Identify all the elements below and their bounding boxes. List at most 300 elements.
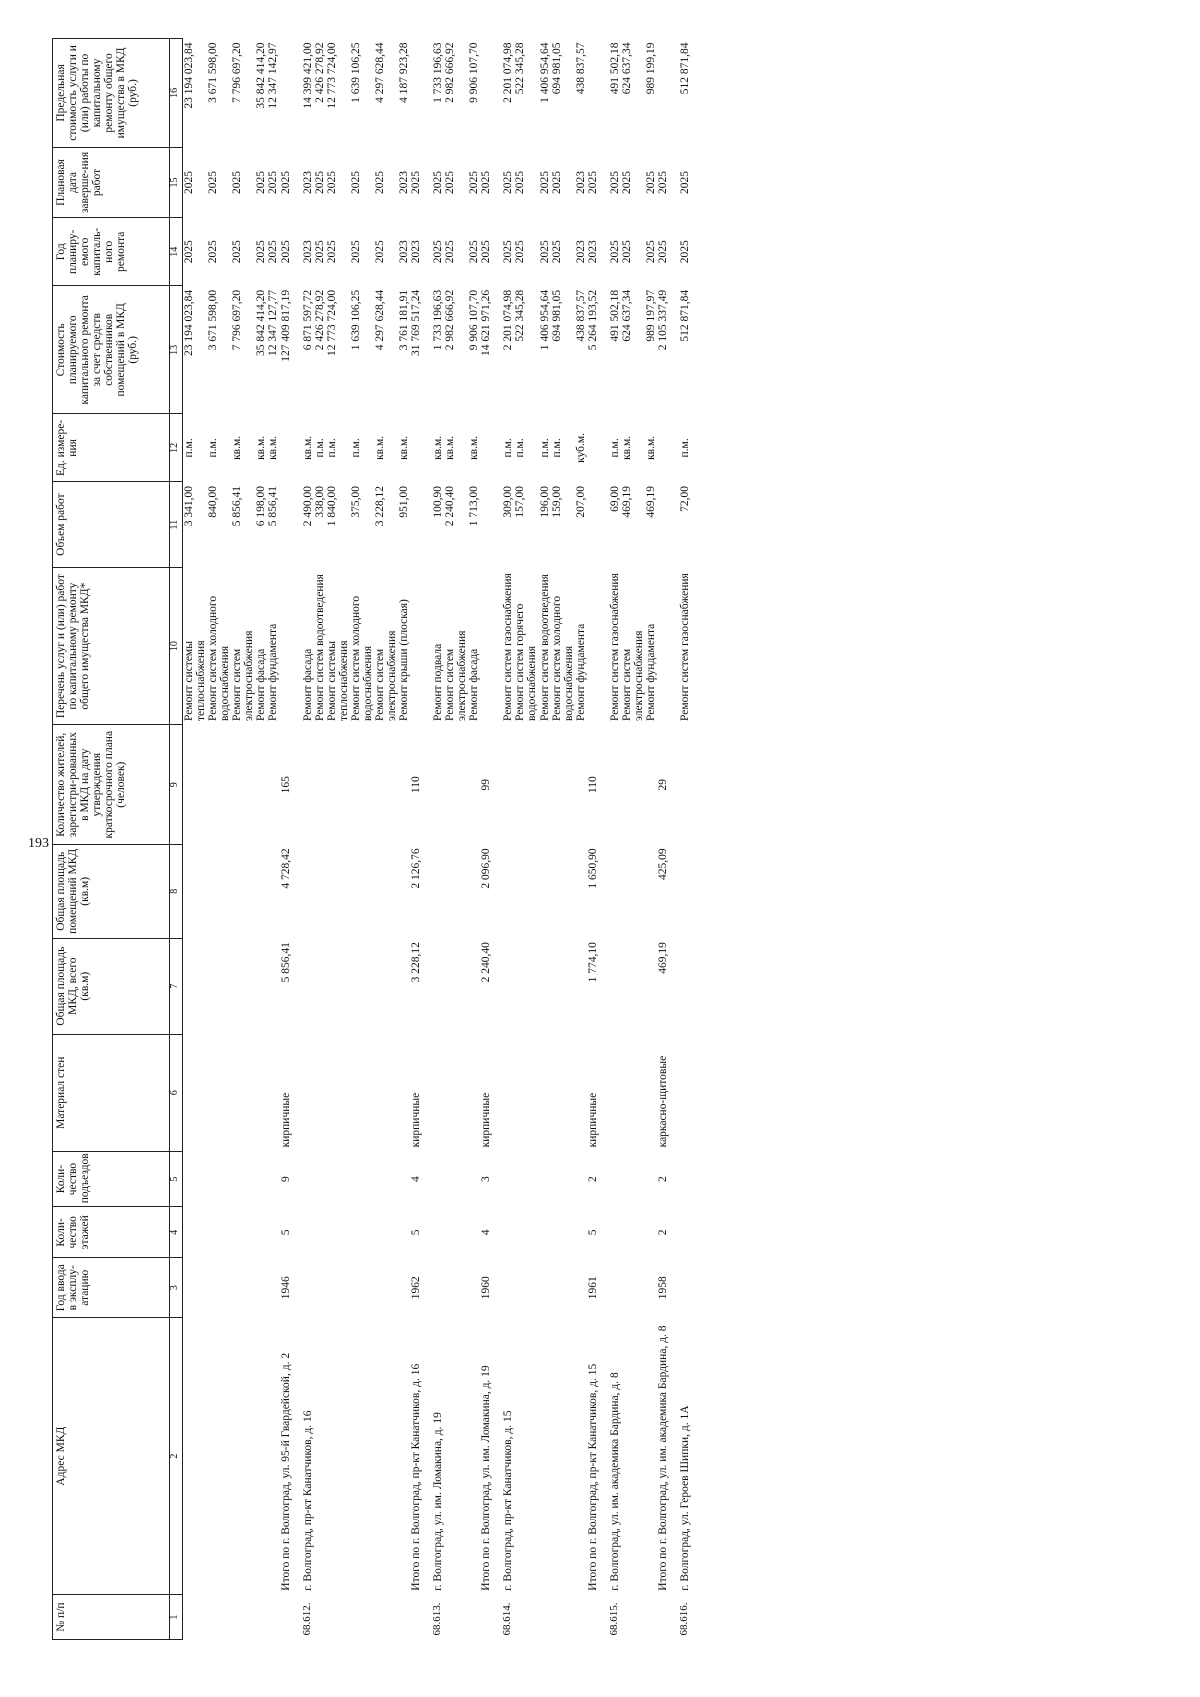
- cell-residents: 165: [279, 776, 292, 794]
- cell-floors: [575, 1207, 587, 1258]
- cell-end-year: 2025: [586, 171, 599, 194]
- cell-address: Итого по г. Волгоград, ул. 95-й Гвардейской, д. 2: [279, 1352, 292, 1591]
- cell-cost: 512 871,84: [679, 289, 691, 342]
- cell-limit-cost: 2 201 074,98: [502, 42, 515, 103]
- cell-material: кирпичные: [586, 1092, 599, 1148]
- cell-limit-cost: 23 194 023,84: [183, 42, 195, 109]
- cell-floors: [539, 1207, 551, 1258]
- cell-material: [621, 1034, 645, 1151]
- cell-address: Итого по г. Волгоград, ул. им. академика Бардина, д. 8: [657, 1325, 669, 1591]
- cell-no: [326, 1595, 350, 1640]
- table-row: [432, 39, 444, 1640]
- cell-end-year: 2025: [279, 171, 292, 194]
- cell-no: 68.613.: [431, 1602, 444, 1636]
- cell-area-premises: [398, 844, 410, 938]
- cell-entrances: [432, 1151, 444, 1206]
- cell-year: [231, 1258, 255, 1318]
- cell-no: [468, 1595, 480, 1640]
- cell-entrances: [468, 1151, 480, 1206]
- cell-end-year: 2025: [231, 171, 244, 194]
- cell-address: [374, 1318, 398, 1595]
- cell-floors: [183, 1207, 208, 1258]
- cell-plan-year: 2025: [279, 240, 292, 264]
- cell-work: [480, 567, 502, 725]
- cell-year: [575, 1258, 587, 1318]
- cell-unit: кв.м.: [644, 435, 657, 460]
- cell-area-total: [326, 938, 350, 1034]
- cell-area-total: [350, 938, 374, 1034]
- cell-floors: [374, 1207, 398, 1258]
- cell-unit: п.м.: [502, 438, 515, 458]
- cell-material: [432, 1034, 444, 1151]
- cell-year: [374, 1258, 398, 1318]
- cell-cost: 3 761 181,91: [398, 289, 410, 351]
- cell-limit-cost: 4 187 923,28: [398, 42, 410, 103]
- cell-year: [350, 1258, 374, 1318]
- cell-residents: [432, 725, 444, 844]
- cell-residents: [267, 725, 279, 844]
- cell-plan-year: 2025: [480, 240, 493, 264]
- cell-cost: 694 981,05: [550, 289, 563, 342]
- cell-year: [207, 1258, 231, 1318]
- cell-end-year: 2025: [410, 171, 423, 194]
- column-number: 1: [170, 1595, 183, 1640]
- cell-plan-year: 2025: [432, 240, 445, 264]
- cell-material: [444, 1034, 468, 1151]
- cell-address: Итого по г. Волгоград, ул. им. Ломакина, д. 19: [480, 1365, 493, 1591]
- cell-work: Ремонт систем холодного водоснабжения: [349, 595, 374, 721]
- cell-limit-cost: 491 502,18: [608, 42, 621, 95]
- cell-address: г. Волгоград, ул. им. Ломакина, д. 19: [432, 1412, 445, 1591]
- cell-plan-year: 2025: [550, 240, 563, 264]
- cell-entrances: [679, 1151, 697, 1206]
- cell-year: [267, 1258, 279, 1318]
- cell-address: [514, 1318, 538, 1595]
- cell-entrances: 2: [586, 1176, 599, 1182]
- table-row: [679, 39, 697, 1640]
- cell-end-year: 2025: [620, 171, 633, 194]
- cell-floors: [502, 1207, 514, 1258]
- cell-address: [255, 1318, 267, 1595]
- column-number: 7: [170, 938, 183, 1034]
- table-row: [350, 39, 374, 1640]
- cell-area-premises: 425,09: [657, 848, 669, 880]
- cell-entrances: 3: [480, 1176, 493, 1182]
- cell-area-total: [231, 938, 255, 1034]
- cell-unit: п.м.: [207, 438, 220, 458]
- cell-residents: [551, 725, 575, 844]
- cell-work: Ремонт систем холодного водоснабжения: [550, 595, 575, 721]
- table-row: [514, 39, 538, 1640]
- cell-limit-cost: [587, 39, 609, 148]
- cell-end-year: 2025: [313, 171, 326, 194]
- cell-area-total: [502, 938, 514, 1034]
- cell-residents: [539, 725, 551, 844]
- cell-area-total: [551, 938, 575, 1034]
- cell-area-total: [609, 938, 621, 1034]
- cell-area-premises: [183, 844, 208, 938]
- cell-no: [657, 1595, 679, 1640]
- cell-residents: [326, 725, 350, 844]
- cell-volume: [587, 482, 609, 567]
- cell-cost: 6 871 597,72: [301, 289, 314, 351]
- cell-unit: кв.м.: [398, 435, 410, 460]
- cell-work: Ремонт фасада: [301, 648, 314, 721]
- cell-limit-cost: [657, 39, 679, 148]
- cell-unit: [587, 414, 609, 482]
- cell-plan-year: 2025: [349, 240, 362, 264]
- column-header: Ед. измере-ния: [53, 414, 170, 482]
- cell-address: г. Волгоград, пр-кт Канатчиков, д. 15: [502, 1410, 515, 1591]
- cell-area-premises: [679, 844, 697, 938]
- cell-work: [410, 567, 432, 725]
- cell-cost: 624 637,34: [620, 289, 633, 342]
- table-row: [255, 39, 267, 1640]
- cell-plan-year: 2025: [207, 240, 220, 264]
- cell-year: 1961: [586, 1276, 599, 1300]
- total-row: [657, 39, 679, 1640]
- cell-unit: п.м.: [313, 438, 326, 458]
- cell-residents: [609, 725, 621, 844]
- cell-no: [575, 1595, 587, 1640]
- cell-end-year: 2025: [183, 171, 195, 194]
- cell-no: [480, 1595, 502, 1640]
- column-header: Коли-чество подъездов: [53, 1151, 170, 1206]
- column-header: Перечень услуг и (или) работ по капитальному ремонту общего имущества МКД*: [53, 567, 170, 725]
- cell-material: [539, 1034, 551, 1151]
- cell-work: [657, 567, 679, 725]
- cell-cost: 12 347 127,77: [267, 289, 280, 356]
- cell-end-year: 2025: [502, 171, 515, 194]
- cell-work: Ремонт фасада: [468, 648, 481, 721]
- cell-end-year: 2025: [373, 171, 386, 194]
- cell-volume: 100,90: [432, 485, 445, 518]
- cell-floors: 5: [279, 1229, 292, 1236]
- column-number: 14: [170, 218, 183, 286]
- cell-entrances: [267, 1151, 279, 1206]
- cell-cost: 491 502,18: [608, 289, 621, 342]
- cell-limit-cost: [410, 39, 432, 148]
- cell-entrances: [374, 1151, 398, 1206]
- cell-entrances: [502, 1151, 514, 1206]
- cell-address: [350, 1318, 374, 1595]
- cell-limit-cost: 522 345,28: [514, 42, 527, 95]
- cell-area-premises: [575, 844, 587, 938]
- cell-area-premises: [432, 844, 444, 938]
- cell-no: [350, 1595, 374, 1640]
- cell-area-premises: [514, 844, 538, 938]
- cell-volume: 840,00: [207, 485, 220, 518]
- column-number: 10: [170, 567, 183, 725]
- cell-address: [539, 1318, 551, 1595]
- cell-unit: п.м.: [183, 438, 195, 458]
- cell-area-total: [374, 938, 398, 1034]
- cell-unit: п.м.: [679, 438, 691, 458]
- cell-no: 68.612.: [300, 1602, 313, 1636]
- cell-year: [326, 1258, 350, 1318]
- cell-cost: 9 906 107,70: [468, 289, 481, 351]
- cell-work: Ремонт систем электроснабжения: [620, 630, 645, 721]
- cell-end-year: 2023: [574, 171, 587, 194]
- column-number: 15: [170, 147, 183, 217]
- cell-floors: [468, 1207, 480, 1258]
- cell-cost: 989 197,97: [644, 289, 657, 342]
- cell-area-premises: 2 096,90: [480, 848, 493, 889]
- cell-floors: [231, 1207, 255, 1258]
- cell-area-premises: [502, 844, 514, 938]
- column-header: Объем работ: [53, 482, 170, 567]
- cell-limit-cost: 12 773 724,00: [325, 42, 338, 109]
- cell-residents: [350, 725, 374, 844]
- cell-material: [514, 1034, 538, 1151]
- column-number: 6: [170, 1034, 183, 1151]
- cell-entrances: [302, 1151, 314, 1206]
- cell-plan-year: 2025: [231, 240, 244, 264]
- cell-volume: [657, 482, 679, 567]
- table-row: [609, 39, 621, 1640]
- cell-area-premises: [374, 844, 398, 938]
- cell-entrances: 4: [410, 1176, 423, 1182]
- cell-area-premises: [314, 844, 326, 938]
- cell-residents: [514, 725, 538, 844]
- cell-work: Ремонт фундамента: [574, 623, 587, 721]
- column-header: Предельная стоимость услуги и (или) работы по капитальному ремонту общего имущества в МКД (руб.): [53, 39, 170, 148]
- cell-unit: кв.м.: [444, 435, 457, 460]
- cell-plan-year: 2025: [325, 240, 338, 264]
- cell-unit: кв.м.: [267, 435, 280, 460]
- cell-plan-year: 2025: [514, 240, 527, 264]
- cell-volume: 338,00: [313, 485, 326, 518]
- cell-cost: 2 426 278,92: [313, 289, 326, 351]
- cell-address: [267, 1318, 279, 1595]
- cell-area-total: 5 856,41: [279, 942, 292, 983]
- cell-cost: 7 796 697,20: [231, 289, 244, 351]
- cell-cost: 2 982 666,92: [444, 289, 457, 351]
- cell-year: [609, 1258, 621, 1318]
- cell-residents: [183, 725, 208, 844]
- column-number: 8: [170, 844, 183, 938]
- cell-area-total: [621, 938, 645, 1034]
- cell-year: [679, 1258, 697, 1318]
- cell-year: 1962: [410, 1276, 423, 1300]
- cell-limit-cost: 2 426 278,92: [313, 42, 326, 103]
- table-row: [302, 39, 314, 1640]
- cell-entrances: [551, 1151, 575, 1206]
- cell-entrances: [539, 1151, 551, 1206]
- cell-material: [302, 1034, 314, 1151]
- cell-work: Ремонт фундамента: [267, 623, 280, 721]
- cell-end-year: 2025: [349, 171, 362, 194]
- cell-area-premises: [551, 844, 575, 938]
- cell-entrances: [514, 1151, 538, 1206]
- cell-residents: [444, 725, 468, 844]
- column-number: 9: [170, 725, 183, 844]
- cell-no: [621, 1595, 645, 1640]
- cell-residents: [468, 725, 480, 844]
- cell-limit-cost: 624 637,34: [620, 42, 633, 95]
- cell-entrances: [207, 1151, 231, 1206]
- cell-year: [551, 1258, 575, 1318]
- cell-material: [645, 1034, 657, 1151]
- cell-no: 68.614.: [501, 1602, 514, 1636]
- cell-volume: 207,00: [574, 485, 587, 518]
- cell-work: Ремонт фасада: [255, 648, 268, 721]
- cell-year: [302, 1258, 314, 1318]
- cell-limit-cost: 512 871,84: [679, 42, 691, 95]
- column-number-row: [170, 39, 183, 1640]
- cell-end-year: 2023: [301, 171, 314, 194]
- cell-cost: 522 345,28: [514, 289, 527, 342]
- cell-year: [183, 1258, 208, 1318]
- cell-work: Ремонт систем газоснабжения: [679, 573, 691, 721]
- cell-area-total: [314, 938, 326, 1034]
- cell-floors: [398, 1207, 410, 1258]
- cell-area-total: [183, 938, 208, 1034]
- cell-unit: п.м.: [608, 438, 621, 458]
- cell-work: Ремонт систем электроснабжения: [444, 630, 469, 721]
- cell-no: [183, 1595, 208, 1640]
- cell-address: [645, 1318, 657, 1595]
- cell-volume: 159,00: [550, 485, 563, 518]
- cell-year: [539, 1258, 551, 1318]
- cell-work: [587, 567, 609, 725]
- cell-limit-cost: 7 796 697,20: [231, 42, 244, 103]
- total-row: [480, 39, 502, 1640]
- cell-entrances: [314, 1151, 326, 1206]
- cell-plan-year: 2025: [255, 240, 268, 264]
- table-row: [267, 39, 279, 1640]
- cell-floors: [207, 1207, 231, 1258]
- cell-volume: 196,00: [538, 485, 551, 518]
- cell-volume: 375,00: [349, 485, 362, 518]
- cell-limit-cost: 1 406 954,64: [538, 42, 551, 103]
- cell-floors: [444, 1207, 468, 1258]
- cell-limit-cost: 989 199,19: [644, 42, 657, 95]
- cell-plan-year: 2025: [313, 240, 326, 264]
- cell-volume: 3 341,00: [183, 485, 195, 527]
- cell-cost: 3 671 598,00: [207, 289, 220, 351]
- column-header: Год ввода в эксплу-атацию: [53, 1258, 170, 1318]
- column-header: Плановая дата заверше-ния работ: [53, 147, 170, 217]
- cell-no: [551, 1595, 575, 1640]
- cell-floors: 4: [480, 1229, 493, 1236]
- table-row: [645, 39, 657, 1640]
- table-row: [207, 39, 231, 1640]
- cell-end-year: 2025: [255, 171, 268, 194]
- cell-cost: 23 194 023,84: [183, 289, 195, 356]
- column-header: № п/п: [53, 1595, 170, 1640]
- table-row: [621, 39, 645, 1640]
- cell-year: [314, 1258, 326, 1318]
- cell-no: 68.616.: [678, 1602, 690, 1636]
- cell-material: [609, 1034, 621, 1151]
- cell-material: [314, 1034, 326, 1151]
- cell-address: [621, 1318, 645, 1595]
- rotated-table-container: [52, 38, 1156, 1640]
- column-header: Материал стен: [53, 1034, 170, 1151]
- cell-unit: [280, 414, 302, 482]
- table-row: [314, 39, 326, 1640]
- cell-limit-cost: 14 399 421,00: [301, 42, 314, 109]
- cell-volume: 951,00: [398, 485, 410, 518]
- cell-entrances: [255, 1151, 267, 1206]
- cell-volume: 72,00: [679, 485, 691, 512]
- cell-material: [267, 1034, 279, 1151]
- cell-cost: 1 406 954,64: [538, 289, 551, 351]
- cell-unit: п.м.: [325, 438, 338, 458]
- cell-cost: 5 264 193,52: [586, 289, 599, 351]
- cell-address: [444, 1318, 468, 1595]
- column-number: 12: [170, 414, 183, 482]
- cell-unit: п.м.: [550, 438, 563, 458]
- cell-area-total: 2 240,40: [480, 942, 493, 983]
- cell-volume: 69,00: [608, 485, 621, 512]
- cell-volume: 5 856,41: [231, 485, 244, 527]
- cell-address: Итого по г. Волгоград, пр-кт Канатчиков, д. 15: [586, 1363, 599, 1591]
- cell-floors: 5: [586, 1229, 599, 1236]
- cell-address: [468, 1318, 480, 1595]
- cell-area-premises: [539, 844, 551, 938]
- cell-residents: 110: [586, 776, 599, 794]
- cell-floors: [267, 1207, 279, 1258]
- cell-unit: кв.м.: [373, 435, 386, 460]
- cell-area-total: 1 774,10: [586, 942, 599, 983]
- cell-address: г. Волгоград, пр-кт Канатчиков, д. 16: [301, 1410, 314, 1591]
- cell-floors: [551, 1207, 575, 1258]
- table-row: [326, 39, 350, 1640]
- cell-residents: [645, 725, 657, 844]
- cell-address: [326, 1318, 350, 1595]
- cell-floors: 2: [657, 1229, 669, 1236]
- cell-residents: [679, 725, 697, 844]
- table-row: [231, 39, 255, 1640]
- cell-volume: 309,00: [502, 485, 515, 518]
- cell-cost: 1 639 106,25: [349, 289, 362, 351]
- cell-volume: 6 198,00: [255, 485, 268, 527]
- cell-volume: 157,00: [514, 485, 527, 518]
- cell-area-premises: [645, 844, 657, 938]
- cell-end-year: 2025: [207, 171, 220, 194]
- cell-no: [314, 1595, 326, 1640]
- cell-volume: [480, 482, 502, 567]
- cell-area-premises: [255, 844, 267, 938]
- cell-plan-year: 2025: [502, 240, 515, 264]
- cell-material: [231, 1034, 255, 1151]
- cell-residents: [502, 725, 514, 844]
- cell-address: г. Волгоград, ул. Героев Шипки, д. 1А: [679, 1405, 691, 1591]
- cell-work: Ремонт систем водоотведения: [538, 574, 551, 721]
- cell-floors: [302, 1207, 314, 1258]
- cell-area-premises: 1 650,90: [586, 848, 599, 889]
- cell-year: [645, 1258, 657, 1318]
- cell-unit: кв.м.: [432, 435, 445, 460]
- cell-no: [444, 1595, 468, 1640]
- cell-year: [444, 1258, 468, 1318]
- cell-entrances: [326, 1151, 350, 1206]
- column-header: Адрес МКД: [53, 1318, 170, 1595]
- cell-entrances: [231, 1151, 255, 1206]
- column-number: 4: [170, 1207, 183, 1258]
- cell-address: [183, 1318, 208, 1595]
- cell-work: Ремонт системы теплоснабжения: [183, 640, 208, 721]
- cell-year: 1960: [480, 1276, 493, 1300]
- cell-floors: [350, 1207, 374, 1258]
- cell-area-total: [398, 938, 410, 1034]
- cell-floors: [679, 1207, 697, 1258]
- cell-area-premises: [231, 844, 255, 938]
- cell-area-total: 3 228,12: [410, 942, 423, 983]
- cell-floors: [514, 1207, 538, 1258]
